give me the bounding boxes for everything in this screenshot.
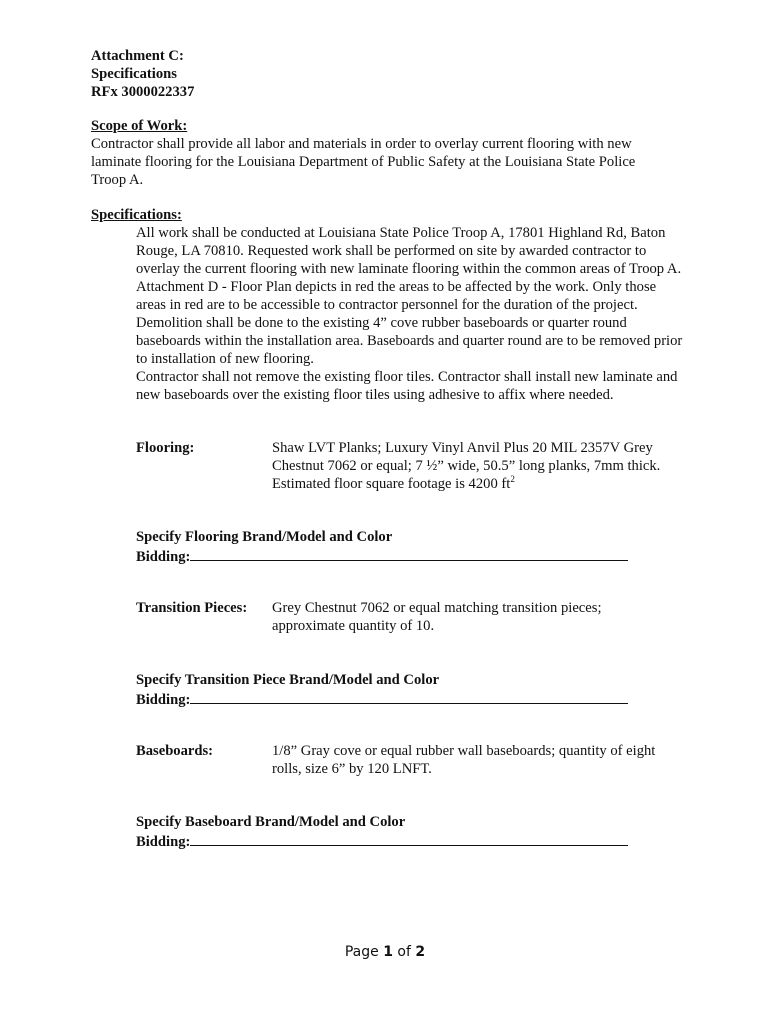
baseboards-specify-label: Specify Baseboard Brand/Model and Color bbox=[136, 814, 406, 830]
transition-bidding-label: Bidding: bbox=[136, 692, 191, 708]
flooring-description-text: Shaw LVT Planks; Luxury Vinyl Anvil Plus 20 MIL 2357V Grey Chestnut 7062 or equal; 7 ½” wide, 50.5” long planks, 7mm thick. Estimated floor square footage is 4200 ft bbox=[272, 440, 661, 492]
transition-specify-block bbox=[136, 671, 628, 709]
flooring-specify-label: Specify Flooring Brand/Model and Color bbox=[136, 529, 393, 545]
flooring-description bbox=[272, 439, 684, 493]
flooring-bidding-label: Bidding: bbox=[136, 549, 191, 565]
footer-page-number: 1 bbox=[383, 944, 393, 960]
spec-paragraph-2: Demolition shall be done to the existing 4” cove rubber baseboards or quarter round baseboards within the installation area. Baseboards and quarter round are to be removed prior to installation of new flooring. bbox=[136, 315, 683, 367]
flooring-bidding-row bbox=[136, 546, 628, 566]
transition-bidding-row bbox=[136, 689, 628, 709]
footer-of-word: of bbox=[397, 944, 411, 960]
baseboards-description: 1/8” Gray cove or equal rubber wall baseboards; quantity of eight rolls, size 6” by 120 LNFT. bbox=[272, 743, 656, 777]
transition-description: Grey Chestnut 7062 or equal matching transition pieces; approximate quantity of 10. bbox=[272, 600, 602, 634]
transition-bidding-field[interactable] bbox=[190, 689, 628, 704]
specifications-heading: Specifications: bbox=[91, 207, 182, 223]
header-block bbox=[91, 47, 194, 101]
spec-paragraph-1: All work shall be conducted at Louisiana State Police Troop A, 17801 Highland Rd, Baton Rouge, LA 70810. Requested work shall be performed on site by awarded contractor to overlay the current flooring with new laminate flooring within the common areas of Troop A. Attachment D - Floor Plan depicts in red the areas to be affected by the work. Only those areas in red are to be accessible to contractor personnel for the duration of the project. bbox=[136, 225, 682, 313]
header-rfx: RFx 3000022337 bbox=[91, 84, 195, 100]
flooring-bidding-field[interactable] bbox=[190, 546, 628, 561]
specifications-body bbox=[136, 224, 684, 404]
flooring-specify-block bbox=[136, 528, 628, 566]
footer-page-total: 2 bbox=[415, 944, 426, 960]
baseboards-specify-block bbox=[136, 813, 628, 851]
transition-label: Transition Pieces: bbox=[136, 600, 248, 616]
page-footer bbox=[0, 943, 770, 961]
flooring-superscript: 2 bbox=[510, 474, 515, 485]
scope-heading: Scope of Work: bbox=[91, 118, 188, 134]
flooring-label: Flooring: bbox=[136, 440, 195, 456]
spec-paragraph-3: Contractor shall not remove the existing floor tiles. Contractor shall install new laminate and new baseboards over the existing floor tiles using adhesive to affix where needed. bbox=[136, 369, 678, 403]
scope-text: Contractor shall provide all labor and materials in order to overlay current flooring with new laminate flooring for the Louisiana Department of Public Safety at the Louisiana State Police Troop A. bbox=[91, 136, 636, 188]
baseboards-bidding-label: Bidding: bbox=[136, 834, 191, 850]
footer-page-word: Page bbox=[344, 944, 379, 960]
specifications-heading-block bbox=[91, 206, 182, 224]
scope-section bbox=[91, 117, 671, 189]
header-title: Specifications bbox=[91, 66, 177, 82]
baseboards-bidding-field[interactable] bbox=[190, 831, 628, 846]
header-attachment: Attachment C: bbox=[91, 48, 184, 64]
transition-specify-label: Specify Transition Piece Brand/Model and Color bbox=[136, 672, 440, 688]
baseboards-label: Baseboards: bbox=[136, 743, 214, 759]
baseboards-bidding-row bbox=[136, 831, 628, 851]
